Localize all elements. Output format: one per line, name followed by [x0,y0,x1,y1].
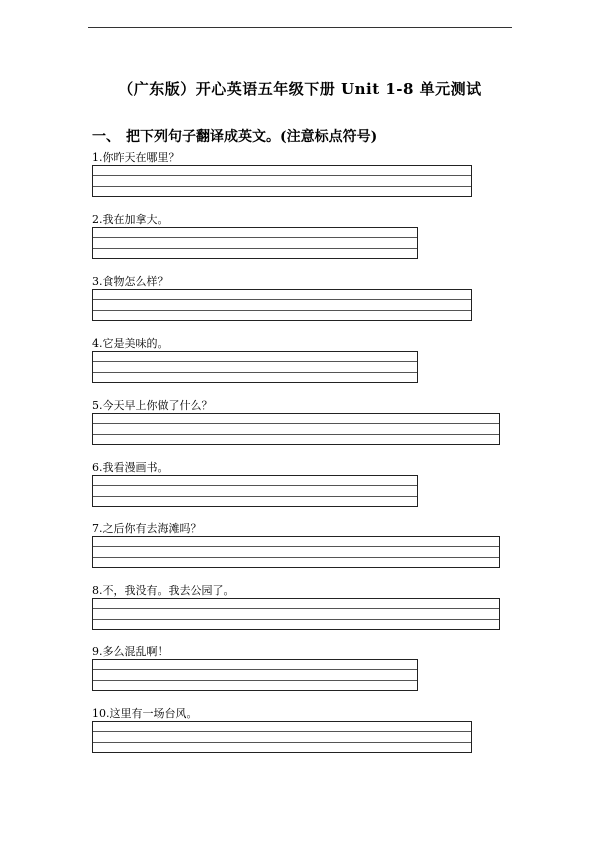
header-rule [88,27,512,28]
answer-box[interactable] [92,721,472,753]
answer-box[interactable] [92,227,418,259]
question-8 [92,584,500,630]
page-title: （广东版）开心英语五年级下册 Unit 1-8 单元测试 [118,80,482,98]
answer-box[interactable] [92,289,472,321]
question-3 [92,275,472,321]
question-6 [92,461,418,507]
section-number: 一、 [92,129,120,145]
question-prompt: 10.这里有一场台风。 [92,707,198,720]
question-prompt: 9.多么混乱啊！ [92,645,169,658]
question-7 [92,522,500,568]
question-9 [92,645,418,691]
question-prompt: 7.之后你有去海滩吗？ [92,522,202,535]
answer-box[interactable] [92,536,500,568]
question-prompt: 2.我在加拿大。 [92,213,169,226]
question-prompt: 1.你昨天在哪里？ [92,151,180,164]
question-prompt: 6.我看漫画书。 [92,461,169,474]
question-1 [92,151,472,197]
question-2 [92,213,418,259]
section-instruction: 把下列句子翻译成英文。(注意标点符号) [126,129,378,145]
answer-box[interactable] [92,413,500,445]
question-prompt: 4.它是美味的。 [92,337,169,350]
question-prompt: 8.不，我没有。我去公园了。 [92,584,235,597]
question-4 [92,337,418,383]
answer-box[interactable] [92,598,500,630]
question-5 [92,399,500,445]
answer-box[interactable] [92,165,472,197]
answer-box[interactable] [92,475,418,507]
question-prompt: 5.今天早上你做了什么？ [92,399,213,412]
question-10 [92,707,472,753]
answer-box[interactable] [92,351,418,383]
answer-box[interactable] [92,659,418,691]
section-heading [92,126,377,146]
question-prompt: 3.食物怎么样？ [92,275,169,288]
